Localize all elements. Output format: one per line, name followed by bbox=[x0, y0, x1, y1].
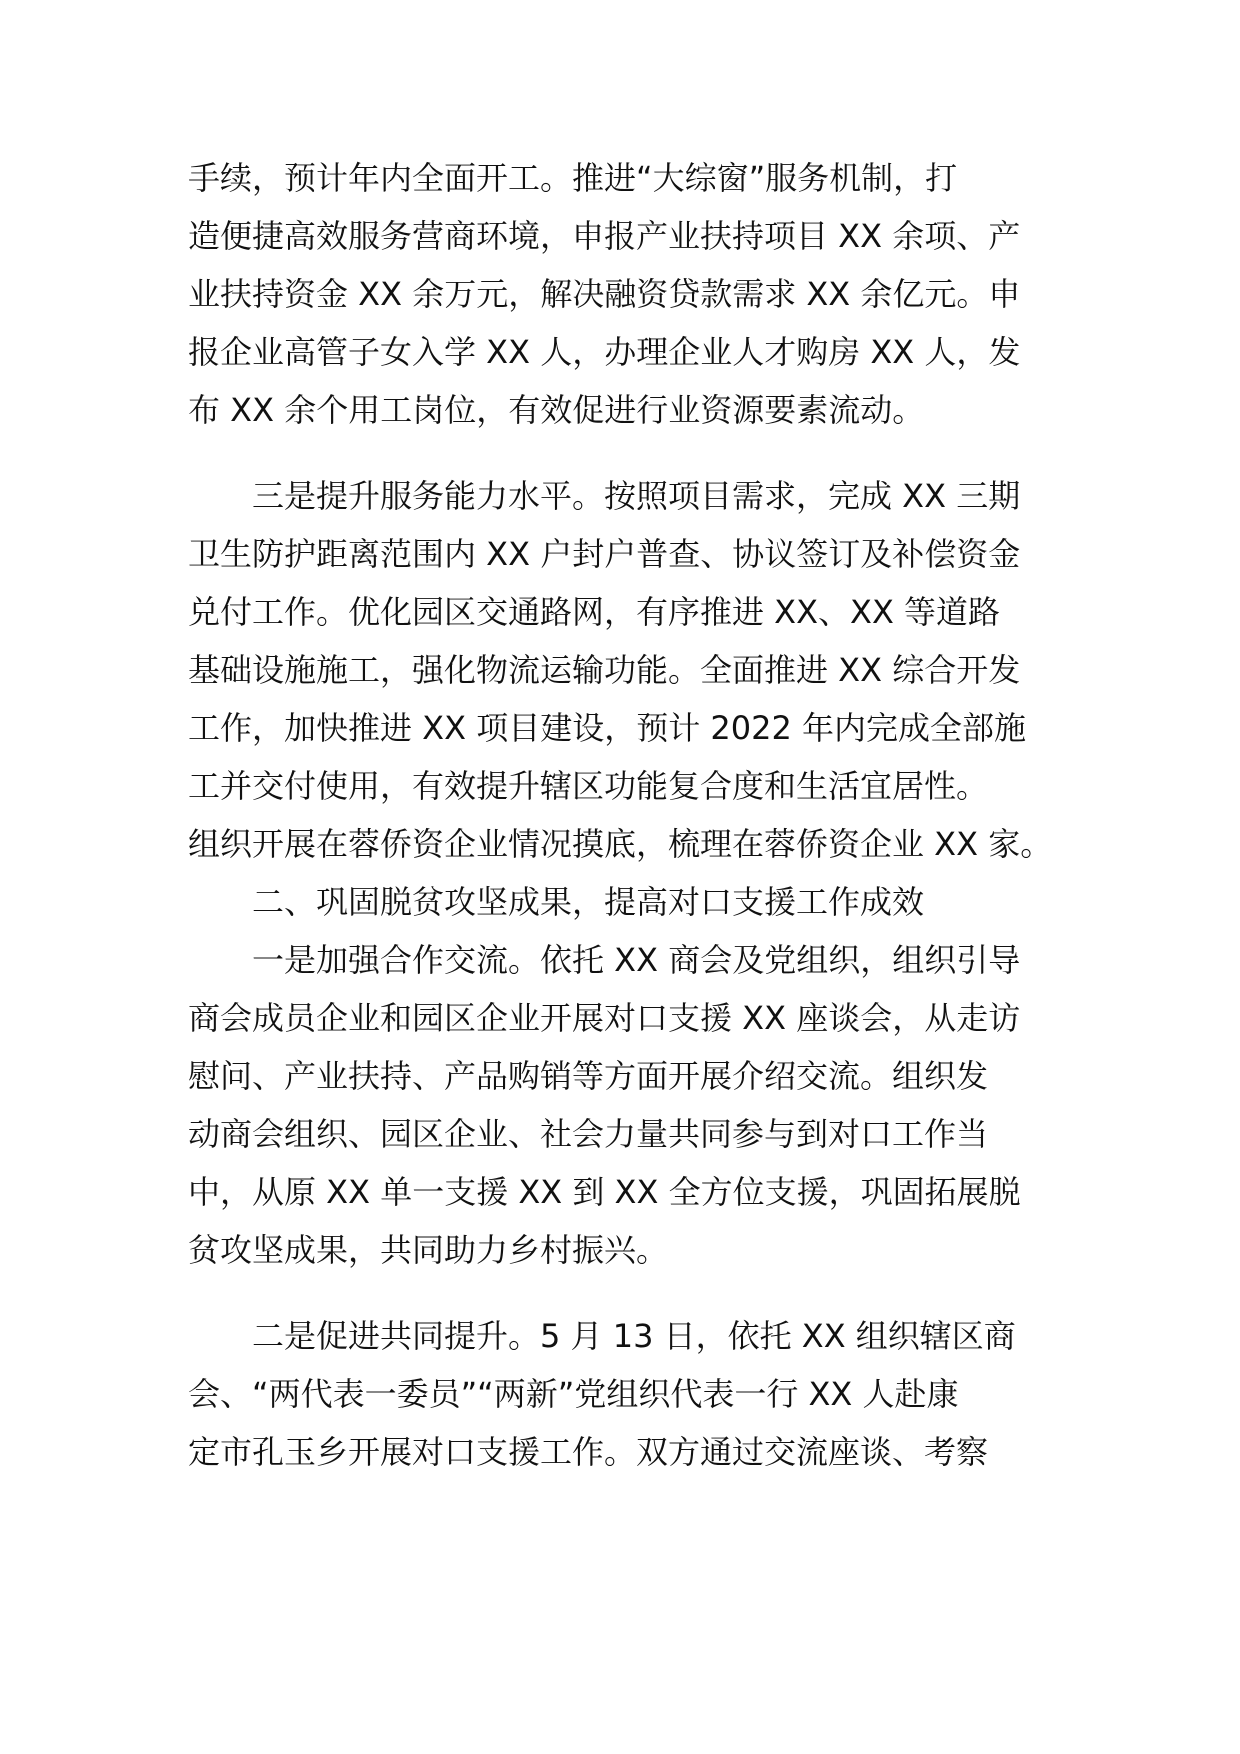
text-line: 中，从原 XX 单一支援 XX 到 XX 全方位支援，巩固拓展脱 bbox=[188, 1173, 1021, 1211]
paragraph-start-line: 一是加强合作交流。依托 XX 商会及党组织，组织引导 bbox=[252, 941, 1021, 979]
text-line: 组织开展在蓉侨资企业情况摸底，梳理在蓉侨资企业 XX 家。 bbox=[188, 825, 1053, 863]
text-line: 卫生防护距离范围内 XX 户封户普查、协议签订及补偿资金 bbox=[188, 535, 1021, 573]
text-line: 兑付工作。优化园区交通路网，有序推进 XX、XX 等道路 bbox=[188, 593, 1001, 631]
text-line: 手续，预计年内全面开工。推进“大综窗”服务机制，打 bbox=[188, 159, 958, 197]
paragraph-start-line: 二是促进共同提升。5 月 13 日，依托 XX 组织辖区商 bbox=[252, 1317, 1016, 1355]
text-line: 定市孔玉乡开展对口支援工作。双方通过交流座谈、考察 bbox=[188, 1433, 989, 1471]
text-line: 业扶持资金 XX 余万元，解决融资贷款需求 XX 余亿元。申 bbox=[188, 275, 1021, 313]
text-line: 布 XX 余个用工岗位，有效促进行业资源要素流动。 bbox=[188, 391, 925, 429]
text-line: 工作，加快推进 XX 项目建设，预计 2022 年内完成全部施 bbox=[188, 709, 1026, 747]
text-line: 造便捷高效服务营商环境，申报产业扶持项目 XX 余项、产 bbox=[188, 217, 1021, 255]
text-line: 报企业高管子女入学 XX 人，办理企业人才购房 XX 人，发 bbox=[188, 333, 1021, 371]
text-line: 慰问、产业扶持、产品购销等方面开展介绍交流。组织发 bbox=[188, 1057, 989, 1095]
text-line: 贫攻坚成果，共同助力乡村振兴。 bbox=[188, 1231, 669, 1269]
text-line: 基础设施施工，强化物流运输功能。全面推进 XX 综合开发 bbox=[188, 651, 1021, 689]
text-line: 工并交付使用，有效提升辖区功能复合度和生活宜居性。 bbox=[188, 767, 989, 805]
text-line: 动商会组织、园区企业、社会力量共同参与到对口工作当 bbox=[188, 1115, 989, 1153]
text-line: 商会成员企业和园区企业开展对口支援 XX 座谈会，从走访 bbox=[188, 999, 1021, 1037]
paragraph-start-line: 三是提升服务能力水平。按照项目需求，完成 XX 三期 bbox=[252, 477, 1021, 515]
text-line: 会、“两代表一委员”“两新”党组织代表一行 XX 人赴康 bbox=[188, 1375, 959, 1413]
section-heading: 二、巩固脱贫攻坚成果，提高对口支援工作成效 bbox=[252, 883, 925, 921]
